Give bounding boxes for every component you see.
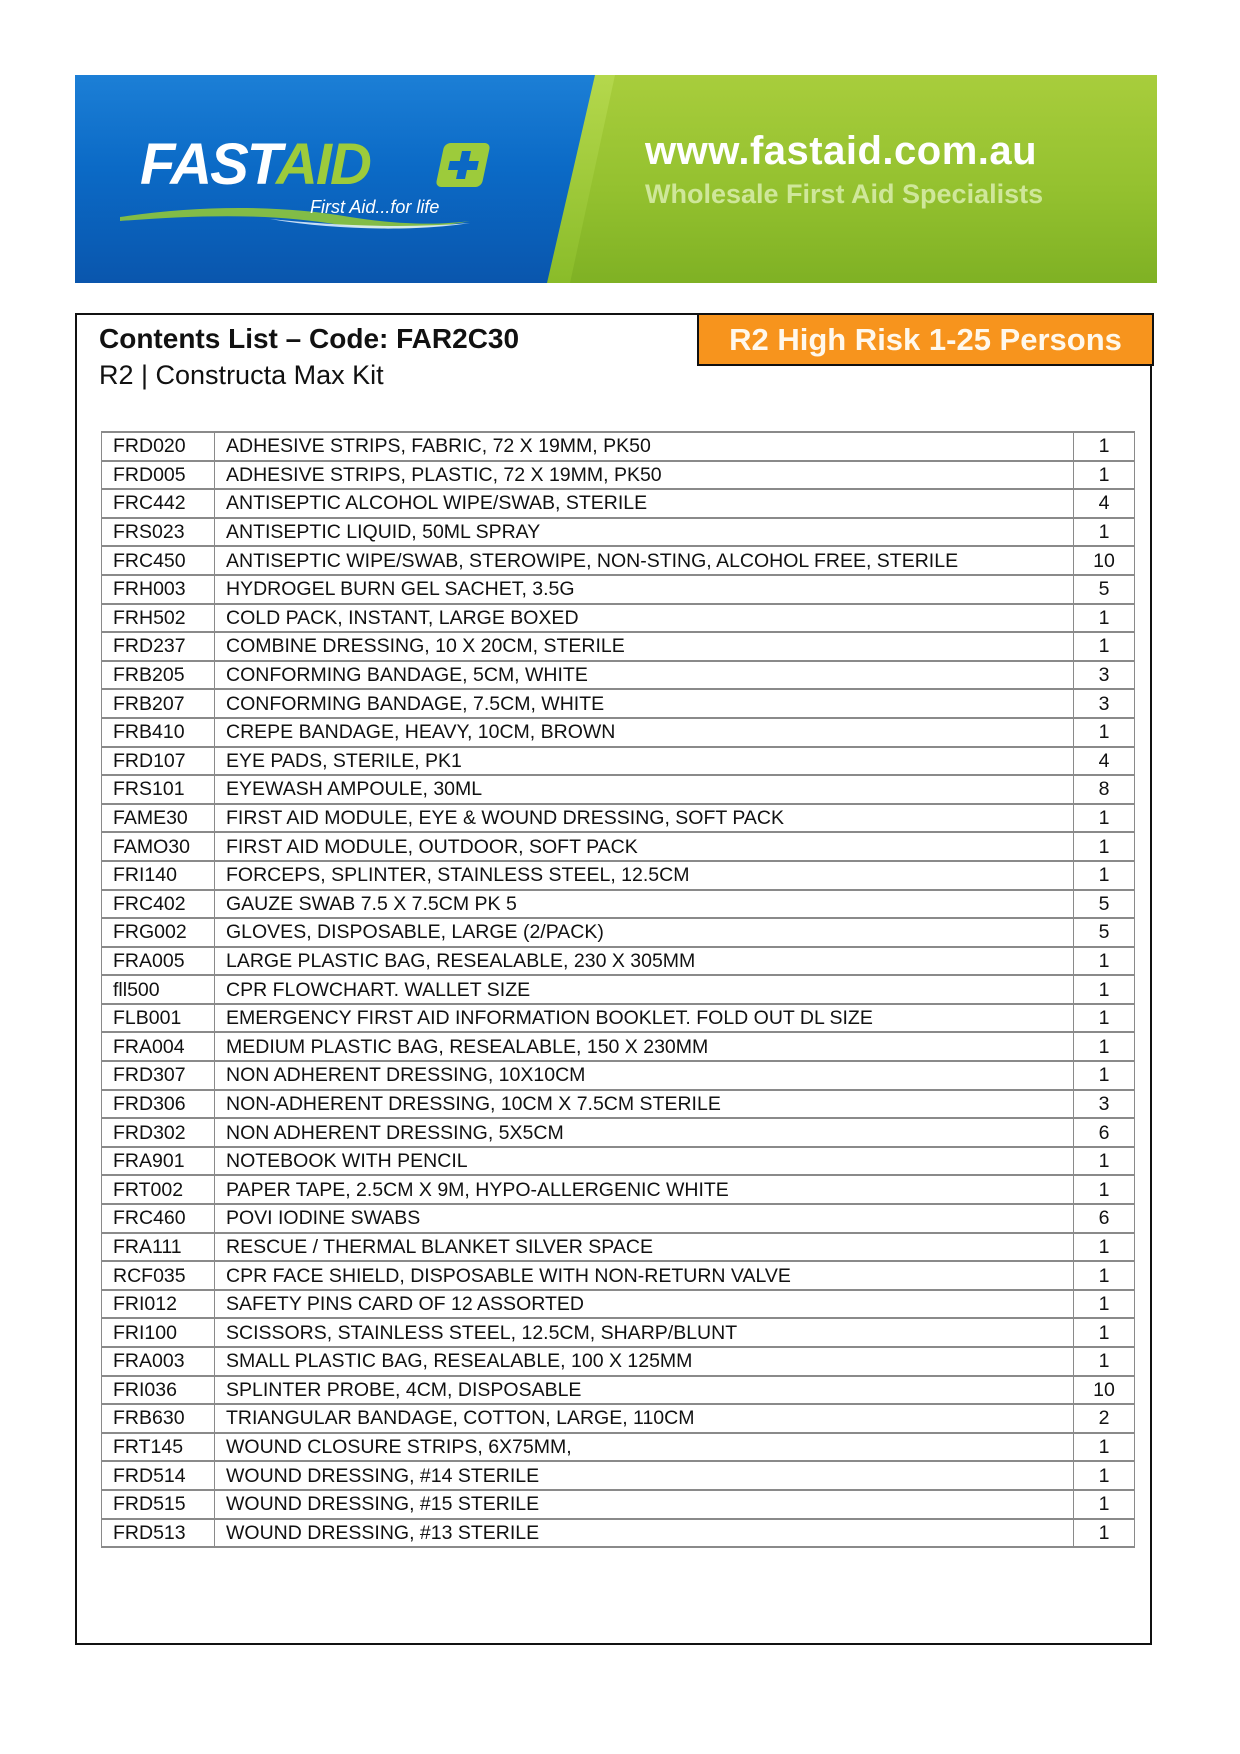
table-row — [102, 575, 1135, 604]
item-quantity: 1 — [1074, 1004, 1135, 1033]
item-quantity: 1 — [1074, 1175, 1135, 1204]
item-quantity: 3 — [1074, 1090, 1135, 1119]
logo-aid-text: AID — [275, 132, 370, 197]
item-description: GLOVES, DISPOSABLE, LARGE (2/PACK) — [215, 918, 1074, 947]
item-description: ANTISEPTIC LIQUID, 50ML SPRAY — [215, 518, 1074, 547]
table-row — [102, 1090, 1135, 1119]
table-row — [102, 1519, 1135, 1548]
item-code: FRD307 — [102, 1061, 215, 1090]
item-quantity: 2 — [1074, 1404, 1135, 1433]
item-description: PAPER TAPE, 2.5CM X 9M, HYPO-ALLERGENIC WHITE — [215, 1175, 1074, 1204]
item-code: FRI012 — [102, 1290, 215, 1319]
item-quantity: 10 — [1074, 546, 1135, 575]
item-description: ANTISEPTIC ALCOHOL WIPE/SWAB, STERILE — [215, 489, 1074, 518]
item-description: CPR FLOWCHART. WALLET SIZE — [215, 975, 1074, 1004]
item-code: FRH003 — [102, 575, 215, 604]
table-row — [102, 832, 1135, 861]
table-row — [102, 1118, 1135, 1147]
item-quantity: 6 — [1074, 1118, 1135, 1147]
table-row — [102, 1233, 1135, 1262]
logo-wordmark — [140, 133, 370, 197]
contents-list-panel — [75, 313, 1152, 1645]
table-row — [102, 775, 1135, 804]
table-row — [102, 461, 1135, 490]
item-quantity: 10 — [1074, 1376, 1135, 1405]
table-row — [102, 432, 1135, 461]
item-quantity: 1 — [1074, 804, 1135, 833]
item-description: NON ADHERENT DRESSING, 10X10CM — [215, 1061, 1074, 1090]
table-row — [102, 861, 1135, 890]
item-description: FIRST AID MODULE, OUTDOOR, SOFT PACK — [215, 832, 1074, 861]
item-description: NON ADHERENT DRESSING, 5X5CM — [215, 1118, 1074, 1147]
item-description: HYDROGEL BURN GEL SACHET, 3.5G — [215, 575, 1074, 604]
table-row — [102, 518, 1135, 547]
item-code: FRD237 — [102, 632, 215, 661]
table-row — [102, 689, 1135, 718]
item-description: TRIANGULAR BANDAGE, COTTON, LARGE, 110CM — [215, 1404, 1074, 1433]
table-row — [102, 1290, 1135, 1319]
item-quantity: 1 — [1074, 1433, 1135, 1462]
website-url[interactable]: www.fastaid.com.au — [645, 129, 1038, 173]
table-row — [102, 1318, 1135, 1347]
logo-fast-text: FAST — [140, 132, 276, 197]
item-quantity: 1 — [1074, 1490, 1135, 1519]
item-description: ADHESIVE STRIPS, FABRIC, 72 X 19MM, PK50 — [215, 432, 1074, 461]
item-code: FRG002 — [102, 918, 215, 947]
item-description: CPR FACE SHIELD, DISPOSABLE WITH NON-RETURN VALVE — [215, 1261, 1074, 1290]
item-quantity: 1 — [1074, 1318, 1135, 1347]
table-row — [102, 718, 1135, 747]
item-quantity: 1 — [1074, 1261, 1135, 1290]
item-code: FRC450 — [102, 546, 215, 575]
item-code: FRD514 — [102, 1461, 215, 1490]
item-quantity: 1 — [1074, 861, 1135, 890]
item-code: FRI036 — [102, 1376, 215, 1405]
item-quantity: 1 — [1074, 432, 1135, 461]
item-quantity: 1 — [1074, 718, 1135, 747]
table-row — [102, 1490, 1135, 1519]
item-code: FLB001 — [102, 1004, 215, 1033]
item-description: COMBINE DRESSING, 10 X 20CM, STERILE — [215, 632, 1074, 661]
item-code: FRB410 — [102, 718, 215, 747]
item-description: EMERGENCY FIRST AID INFORMATION BOOKLET. FOLD OUT DL SIZE — [215, 1004, 1074, 1033]
item-code: FAMO30 — [102, 832, 215, 861]
item-code: FRA003 — [102, 1347, 215, 1376]
table-row — [102, 1433, 1135, 1462]
table-row — [102, 1261, 1135, 1290]
item-quantity: 1 — [1074, 1147, 1135, 1176]
item-description: EYEWASH AMPOULE, 30ML — [215, 775, 1074, 804]
logo-tagline: First Aid...for life — [310, 197, 440, 217]
item-code: FRB207 — [102, 689, 215, 718]
item-quantity: 1 — [1074, 947, 1135, 976]
item-quantity: 5 — [1074, 918, 1135, 947]
item-quantity: 1 — [1074, 975, 1135, 1004]
item-quantity: 1 — [1074, 1347, 1135, 1376]
item-description: COLD PACK, INSTANT, LARGE BOXED — [215, 604, 1074, 633]
item-description: MEDIUM PLASTIC BAG, RESEALABLE, 150 X 230MM — [215, 1032, 1074, 1061]
item-code: FRC460 — [102, 1204, 215, 1233]
item-quantity: 6 — [1074, 1204, 1135, 1233]
table-row — [102, 975, 1135, 1004]
item-quantity: 5 — [1074, 575, 1135, 604]
item-code: RCF035 — [102, 1261, 215, 1290]
item-quantity: 8 — [1074, 775, 1135, 804]
table-row — [102, 1376, 1135, 1405]
table-row — [102, 890, 1135, 919]
kit-name: R2 | Constructa Max Kit — [99, 360, 384, 390]
item-quantity: 3 — [1074, 661, 1135, 690]
table-row — [102, 632, 1135, 661]
item-code: FRD005 — [102, 461, 215, 490]
item-description: RESCUE / THERMAL BLANKET SILVER SPACE — [215, 1233, 1074, 1262]
item-description: CONFORMING BANDAGE, 5CM, WHITE — [215, 661, 1074, 690]
item-code: FRA004 — [102, 1032, 215, 1061]
item-code: FRC402 — [102, 890, 215, 919]
fastaid-logo — [140, 133, 500, 253]
table-row — [102, 947, 1135, 976]
table-row — [102, 1404, 1135, 1433]
item-code: FRC442 — [102, 489, 215, 518]
item-code: FRD513 — [102, 1519, 215, 1548]
item-description: CREPE BANDAGE, HEAVY, 10CM, BROWN — [215, 718, 1074, 747]
item-quantity: 3 — [1074, 689, 1135, 718]
item-description: NOTEBOOK WITH PENCIL — [215, 1147, 1074, 1176]
table-row — [102, 1461, 1135, 1490]
item-quantity: 1 — [1074, 1519, 1135, 1548]
item-code: FRD107 — [102, 747, 215, 776]
item-description: SAFETY PINS CARD OF 12 ASSORTED — [215, 1290, 1074, 1319]
item-quantity: 1 — [1074, 461, 1135, 490]
item-quantity: 1 — [1074, 518, 1135, 547]
item-description: WOUND DRESSING, #13 STERILE — [215, 1519, 1074, 1548]
item-code: FRD302 — [102, 1118, 215, 1147]
header-banner — [75, 75, 1157, 283]
item-code: FRB205 — [102, 661, 215, 690]
item-quantity: 1 — [1074, 604, 1135, 633]
item-description: CONFORMING BANDAGE, 7.5CM, WHITE — [215, 689, 1074, 718]
table-row — [102, 604, 1135, 633]
item-quantity: 1 — [1074, 832, 1135, 861]
item-description: FORCEPS, SPLINTER, STAINLESS STEEL, 12.5CM — [215, 861, 1074, 890]
item-code: FRT145 — [102, 1433, 215, 1462]
item-description: SPLINTER PROBE, 4CM, DISPOSABLE — [215, 1376, 1074, 1405]
item-quantity: 4 — [1074, 747, 1135, 776]
item-code: FRH502 — [102, 604, 215, 633]
item-code: FRA901 — [102, 1147, 215, 1176]
item-code: FRD515 — [102, 1490, 215, 1519]
item-description: SCISSORS, STAINLESS STEEL, 12.5CM, SHARP/BLUNT — [215, 1318, 1074, 1347]
item-code: FRA005 — [102, 947, 215, 976]
item-quantity: 1 — [1074, 1233, 1135, 1262]
item-code: FRB630 — [102, 1404, 215, 1433]
item-code: FRD306 — [102, 1090, 215, 1119]
item-description: EYE PADS, STERILE, PK1 — [215, 747, 1074, 776]
item-code: fll500 — [102, 975, 215, 1004]
table-row — [102, 546, 1135, 575]
item-quantity: 5 — [1074, 890, 1135, 919]
table-row — [102, 489, 1135, 518]
table-row — [102, 1175, 1135, 1204]
item-quantity: 1 — [1074, 1290, 1135, 1319]
item-description: NON-ADHERENT DRESSING, 10CM X 7.5CM STERILE — [215, 1090, 1074, 1119]
item-description: POVI IODINE SWABS — [215, 1204, 1074, 1233]
item-description: SMALL PLASTIC BAG, RESEALABLE, 100 X 125MM — [215, 1347, 1074, 1376]
item-description: ANTISEPTIC WIPE/SWAB, STEROWIPE, NON-STING, ALCOHOL FREE, STERILE — [215, 546, 1074, 575]
item-quantity: 1 — [1074, 1032, 1135, 1061]
item-description: WOUND CLOSURE STRIPS, 6X75MM, — [215, 1433, 1074, 1462]
table-row — [102, 1204, 1135, 1233]
item-code: FRS101 — [102, 775, 215, 804]
item-code: FRI140 — [102, 861, 215, 890]
item-code: FRI100 — [102, 1318, 215, 1347]
item-quantity: 1 — [1074, 632, 1135, 661]
item-description: LARGE PLASTIC BAG, RESEALABLE, 230 X 305MM — [215, 947, 1074, 976]
table-row — [102, 1004, 1135, 1033]
item-code: FRT002 — [102, 1175, 215, 1204]
table-row — [102, 1032, 1135, 1061]
item-code: FRA111 — [102, 1233, 215, 1262]
item-code: FAME30 — [102, 804, 215, 833]
first-aid-cross-icon — [435, 143, 490, 187]
item-quantity: 1 — [1074, 1061, 1135, 1090]
table-row — [102, 1147, 1135, 1176]
item-quantity: 4 — [1074, 489, 1135, 518]
item-description: FIRST AID MODULE, EYE & WOUND DRESSING, SOFT PACK — [215, 804, 1074, 833]
item-code: FRS023 — [102, 518, 215, 547]
item-quantity: 1 — [1074, 1461, 1135, 1490]
table-row — [102, 747, 1135, 776]
table-row — [102, 1061, 1135, 1090]
item-code: FRD020 — [102, 432, 215, 461]
item-description: WOUND DRESSING, #14 STERILE — [215, 1461, 1074, 1490]
table-row — [102, 804, 1135, 833]
company-slogan: Wholesale First Aid Specialists — [645, 179, 1044, 209]
table-row — [102, 661, 1135, 690]
page-title: Contents List – Code: FAR2C30 — [99, 323, 520, 354]
item-description: GAUZE SWAB 7.5 X 7.5CM PK 5 — [215, 890, 1074, 919]
item-description: WOUND DRESSING, #15 STERILE — [215, 1490, 1074, 1519]
contents-table — [101, 431, 1135, 1548]
table-row — [102, 1347, 1135, 1376]
risk-level-badge: R2 High Risk 1-25 Persons — [697, 313, 1154, 366]
table-row — [102, 918, 1135, 947]
item-description: ADHESIVE STRIPS, PLASTIC, 72 X 19MM, PK50 — [215, 461, 1074, 490]
